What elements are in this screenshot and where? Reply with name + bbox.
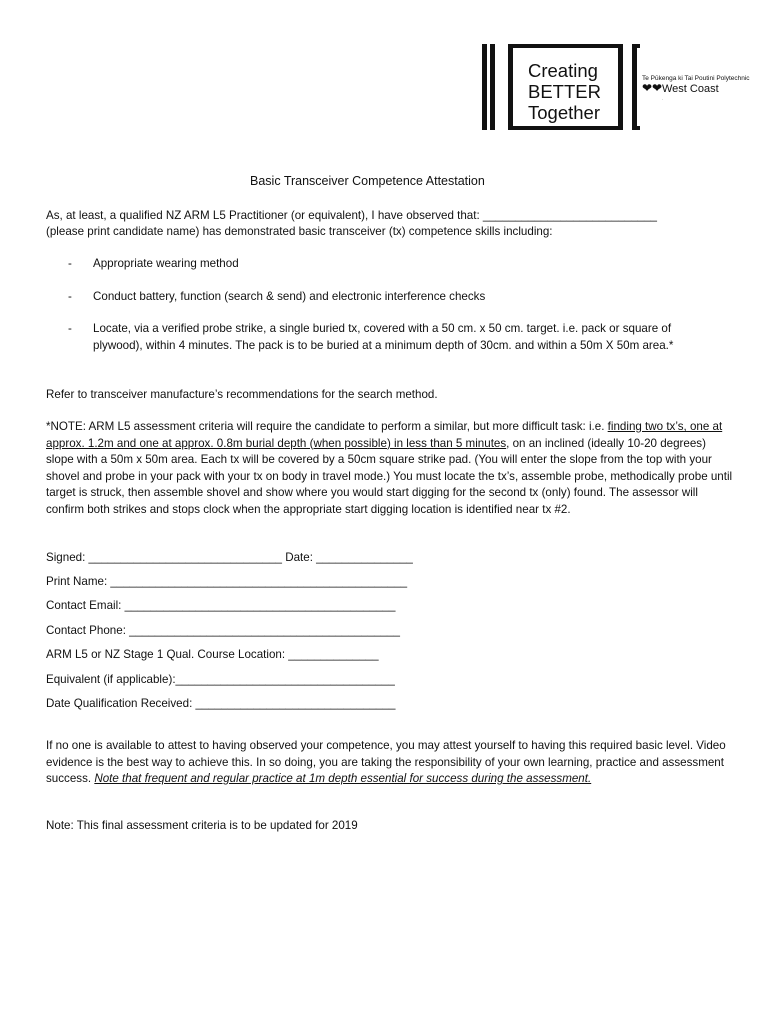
print-name-field[interactable]: Print Name: ______________________________________________ [46, 575, 408, 588]
partner-tagline: . [662, 96, 667, 101]
date-qualification-field[interactable]: Date Qualification Received: _______________________________ [46, 697, 396, 710]
bullet-dash: - [68, 322, 72, 335]
contact-email-field[interactable]: Contact Email: __________________________________________ [46, 599, 396, 612]
document-title: Basic Transceiver Competence Attestation [250, 174, 485, 188]
partner-logo [642, 74, 750, 104]
course-location-field[interactable]: ARM L5 or NZ Stage 1 Qual. Course Location: ______________ [46, 648, 379, 661]
bullet-text: Conduct battery, function (search & send) and electronic interference checks [93, 290, 486, 303]
bullet-dash: - [68, 257, 72, 270]
equivalent-field[interactable]: Equivalent (if applicable):__________________________________ [46, 673, 395, 686]
self-attest-paragraph [46, 738, 736, 788]
assessment-note-paragraph [46, 419, 736, 518]
note-lead: *NOTE: ARM L5 assessment criteria will require the candidate to perform a similar, but more difficult task: i.e. [46, 420, 605, 433]
note-underlined-criteria: finding two tx’s, one at approx. 1.2m and one at approx. 0.8m burial depth (when possible) in less than 5 minutes [46, 420, 723, 450]
signed-date-field[interactable]: Signed: ______________________________ Date: _______________ [46, 551, 413, 564]
self-attest-text: If no one is available to attest to having observed your competence, you may attest yourself to having this required basic level. Video evidence is the best way to achieve this. In so doing, you are taking the responsibility of your own learning, practice and assessment success. [46, 739, 726, 785]
bullet-text: Appropriate wearing method [93, 257, 239, 270]
heart-icon: ❤❤ [642, 81, 663, 95]
intro-line-2: (please print candidate name) has demonstrated basic transceiver (tx) competence skills including: [46, 225, 553, 238]
creating-better-together-logo [480, 40, 750, 135]
partner-name-line: Te Pūkenga ki Tai Poutini Polytechnic [642, 75, 750, 82]
self-attest-emphasis: Note that frequent and regular practice at 1m depth essential for success during the assessment. [94, 772, 592, 785]
final-note: Note: This final assessment criteria is to be updated for 2019 [46, 819, 358, 832]
logo-line-together: Together [528, 102, 600, 123]
contact-phone-field[interactable]: Contact Phone: __________________________________________ [46, 624, 400, 637]
bullet-dash: - [68, 290, 72, 303]
bullet-text: Locate, via a verified probe strike, a single buried tx, covered with a 50 cm. x 50 cm. target. i.e. pack or square of plywood), within 4 minutes. The pack is to be buried at a minimum depth of 30cm. and within a 50m X 50m area.* [93, 322, 674, 352]
logo-wordmark [528, 60, 618, 123]
logo-line-better: BETTER [528, 81, 601, 102]
note-rest: , on an inclined (ideally 10-20 degrees) slope with a 50m x 50m area. Each tx will be covered by a 50cm square strike pad. (You will enter the slope from the top with your shovel and probe in your pack with your tx on body in travel mode.) You must locate the tx’s, assemble probe, methodically probe until target is struck, then assemble shovel and show where you would start digging for the second tx (only) found. The assessor will confirm both strikes and stops clock when the appropriate start digging location is identified near tx #2. [46, 436, 733, 516]
partner-region-line: ❤❤ West Coast [642, 81, 719, 95]
refer-paragraph: Refer to transceiver manufacture’s recommendations for the search method. [46, 388, 438, 401]
intro-line-1: As, at least, a qualified NZ ARM L5 Practitioner (or equivalent), I have observed that: ___________________________ [46, 209, 658, 222]
logo-line-creating: Creating [528, 60, 598, 81]
